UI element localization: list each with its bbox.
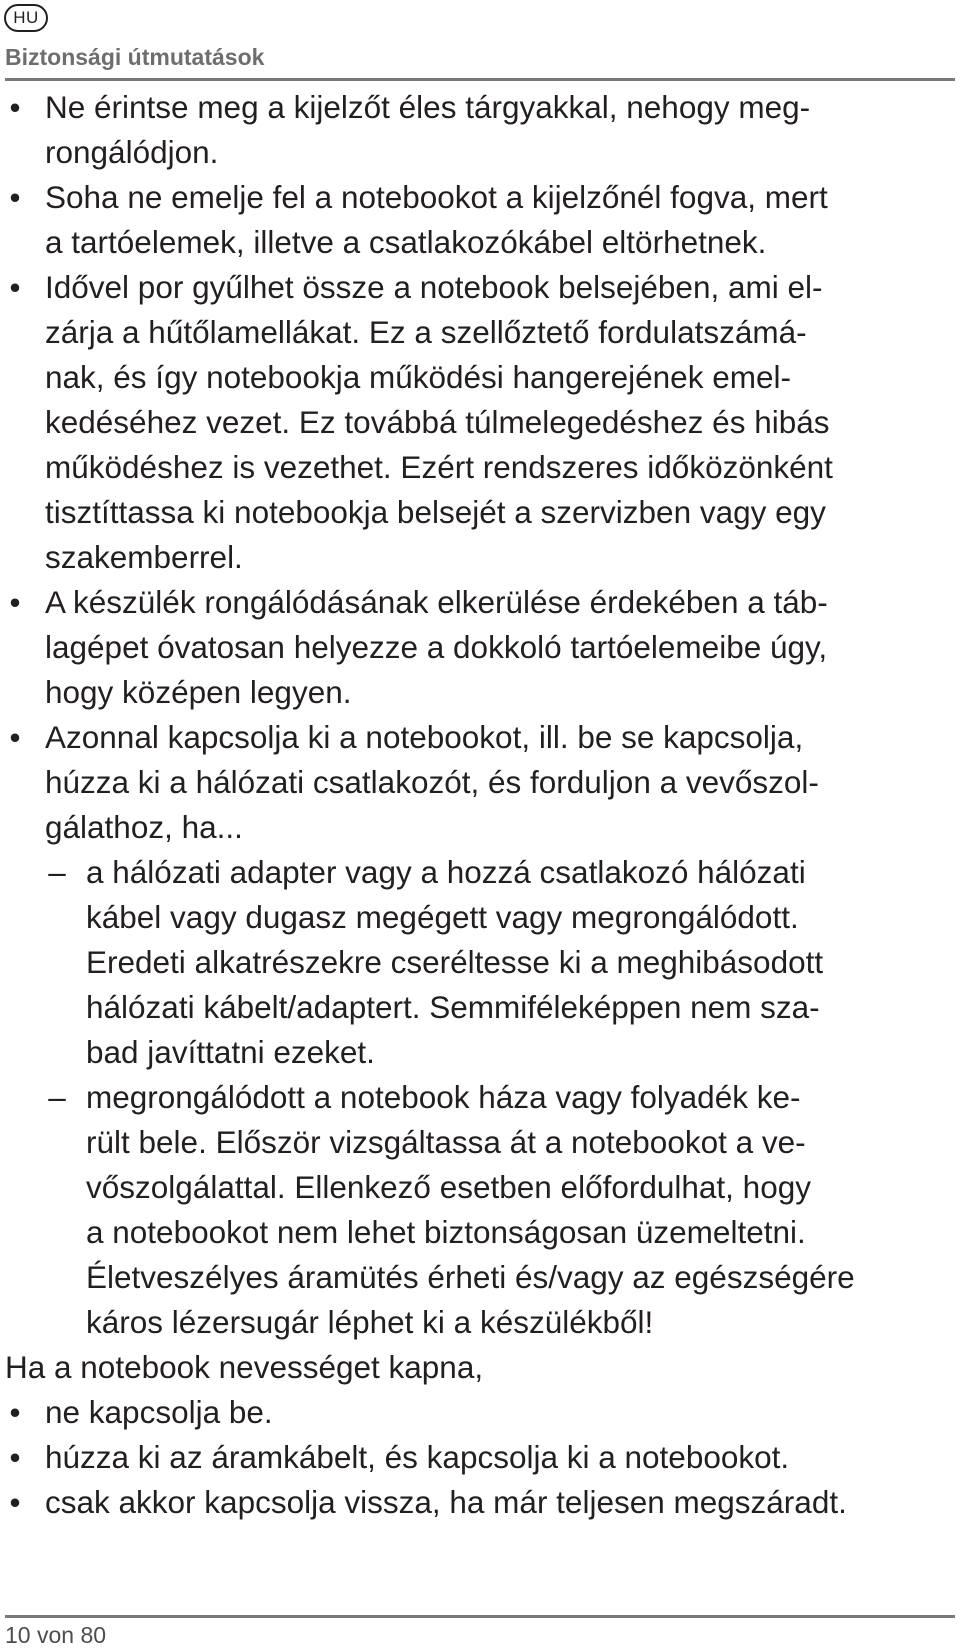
bullet-icon: • — [9, 1394, 21, 1430]
paragraph-line: Ha a notebook nevességet kapna, — [5, 1349, 484, 1385]
list-item-line: Soha ne emelje fel a notebookot a kijelzőnél fogva, mert — [45, 179, 828, 215]
list-item-line: Ne érintse meg a kijelzőt éles tárgyakkal, nehogy meg- — [45, 89, 811, 125]
dash-icon: – — [48, 1079, 66, 1115]
list-item — [0, 85, 945, 175]
list-item-line: hogy középen legyen. — [45, 674, 352, 710]
soot-intro-paragraph — [0, 1345, 940, 1390]
section-title: Biztonsági útmutatások — [5, 44, 265, 70]
list-item-line: a tartóelemek, illetve a csatlakozókábel eltörhetnek. — [45, 224, 767, 260]
list-item-line: kedéséhez vezet. Ez továbbá túlmelegedéshez és hibás — [45, 404, 830, 440]
list-item-line: húzza ki az áramkábelt, és kapcsolja ki a notebookot. — [45, 1439, 790, 1475]
list-item — [0, 1390, 945, 1435]
dash-icon: – — [48, 854, 66, 890]
sub-list-item-line: Életveszélyes áramütés érheti és/vagy az egészségére — [86, 1259, 855, 1295]
list-item — [0, 715, 945, 850]
bullet-icon: • — [9, 719, 21, 755]
sub-list-item-line: kábel vagy dugasz megégett vagy megrongálódott. — [86, 899, 799, 935]
bullet-icon: • — [9, 1439, 21, 1475]
sub-list-item-line: káros lézersugár léphet ki a készülékből! — [86, 1304, 654, 1340]
list-item — [0, 175, 945, 265]
list-item-line: Azonnal kapcsolja ki a notebookot, ill. be se kapcsolja, — [45, 719, 804, 755]
header-divider — [5, 78, 955, 81]
bullet-icon: • — [9, 584, 21, 620]
sub-list-item-line: megrongálódott a notebook háza vagy folyadék ke- — [86, 1079, 801, 1115]
list-item-line: ne kapcsolja be. — [45, 1394, 273, 1430]
page-number: 10 von 80 — [5, 1622, 107, 1648]
sub-list-item-line: bad javíttatni ezeket. — [86, 1034, 375, 1070]
list-item — [0, 265, 945, 580]
list-item-line: rongálódjon. — [45, 134, 219, 170]
list-item-line: szakemberrel. — [45, 539, 243, 575]
bullet-icon: • — [9, 269, 21, 305]
list-item-line: működéshez is vezethet. Ezért rendszeres időközönként — [45, 449, 833, 485]
list-item-line: csak akkor kapcsolja vissza, ha már teljesen megszáradt. — [45, 1484, 847, 1520]
list-item-line: Idővel por gyűlhet össze a notebook belsejében, ami el- — [45, 269, 823, 305]
sub-list-item-line: a notebookot nem lehet biztonságosan üzemeltetni. — [86, 1214, 806, 1250]
list-item-line: húzza ki a hálózati csatlakozót, és forduljon a vevőszol- — [45, 764, 819, 800]
sub-list-item-line: Eredeti alkatrészekre cseréltesse ki a meghibásodott — [86, 944, 824, 980]
list-item-line: A készülék rongálódásának elkerülése érdekében a táb- — [45, 584, 828, 620]
footer-divider — [5, 1615, 955, 1618]
sub-list-item-line: vőszolgálattal. Ellenkező esetben előfordulhat, hogy — [86, 1169, 811, 1205]
list-item — [0, 580, 945, 715]
safety-instructions — [0, 85, 960, 1525]
sub-list-item — [0, 1075, 944, 1345]
bullet-icon: • — [9, 179, 21, 215]
bullet-icon: • — [9, 1484, 21, 1520]
list-item-line: lagépet óvatosan helyezze a dokkoló tartóelemeibe úgy, — [45, 629, 828, 665]
bullet-icon: • — [9, 89, 21, 125]
list-item — [0, 1435, 945, 1480]
list-item-line: gálathoz, ha... — [45, 809, 243, 845]
sub-list-item-line: a hálózati adapter vagy a hozzá csatlakozó hálózati — [86, 854, 806, 890]
sub-list-item-line: hálózati kábelt/adaptert. Semmiféleképpen nem sza- — [86, 989, 820, 1025]
language-badge: HU — [4, 4, 48, 32]
list-item-line: tisztíttassa ki notebookja belsejét a szervizben vagy egy — [45, 494, 826, 530]
list-item-line: zárja a hűtőlamellákat. Ez a szellőztető fordulatszámá- — [45, 314, 807, 350]
sub-list-item-line: rült bele. Először vizsgáltassa át a notebookot a ve- — [86, 1124, 806, 1160]
list-item-line: nak, és így notebookja működési hangerejének emel- — [45, 359, 791, 395]
list-item — [0, 1480, 945, 1525]
sub-list-item — [0, 850, 944, 1075]
